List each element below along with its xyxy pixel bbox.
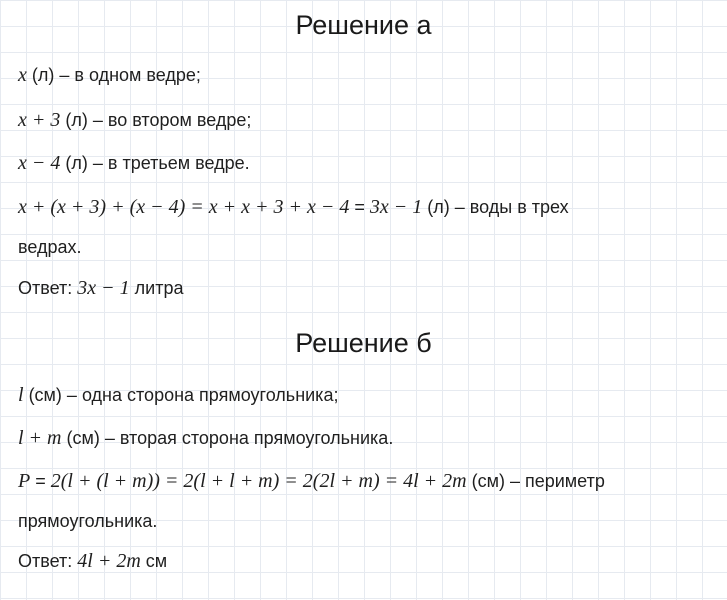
solution-a-line-2	[18, 109, 251, 131]
answer-label: Ответ:	[18, 551, 78, 571]
solution-a-answer	[18, 277, 183, 299]
line-text: (см) – периметр	[466, 471, 605, 491]
line-text: (л) – в третьем ведре.	[60, 153, 250, 173]
solution-b-answer	[18, 550, 167, 572]
line-text: (л) – в одном ведре;	[26, 65, 201, 85]
math-expression: 2(l + (l + m)) = 2(l + l + m) = 2(2l + m) = 4l + 2m	[50, 470, 467, 492]
solution-b-line-4	[18, 510, 157, 532]
solution-b-title: Решение б	[295, 328, 432, 358]
solution-b-line-2	[18, 427, 393, 449]
solution-a-line-3	[18, 152, 250, 174]
math-expression: x	[18, 64, 27, 86]
math-expression: x + (x + 3) + (x − 4) = x + x + 3 + x − 4	[18, 196, 350, 218]
math-expression: x − 4	[18, 152, 61, 174]
line-text: ведрах.	[18, 237, 82, 257]
line-text: литра	[129, 278, 184, 298]
line-text: см	[140, 551, 168, 571]
solution-b-line-3	[18, 470, 605, 492]
line-text: (л) – воды в трех	[422, 197, 569, 217]
math-expression: P	[18, 470, 31, 492]
solution-a-title: Решение а	[295, 10, 432, 40]
equals-sign: =	[30, 471, 51, 491]
equals-sign: =	[349, 197, 370, 217]
answer-label: Ответ:	[18, 278, 78, 298]
math-expression: 3x − 1	[77, 277, 130, 299]
solution-a-line-5	[18, 236, 82, 258]
solution-a-line-4	[18, 196, 569, 218]
math-expression: l	[18, 384, 24, 406]
line-text: (см) – вторая сторона прямоугольника.	[61, 428, 394, 448]
solution-b-line-1	[18, 384, 338, 406]
math-expression: l + m	[18, 427, 62, 449]
math-expression: 4l + 2m	[77, 550, 141, 572]
solution-a-line-1	[18, 64, 201, 86]
line-text: (см) – одна сторона прямоугольника;	[23, 385, 339, 405]
line-text: (л) – во втором ведре;	[60, 110, 252, 130]
line-text: прямоугольника.	[18, 511, 158, 531]
math-expression: x + 3	[18, 109, 61, 131]
math-expression: 3x − 1	[369, 196, 423, 218]
